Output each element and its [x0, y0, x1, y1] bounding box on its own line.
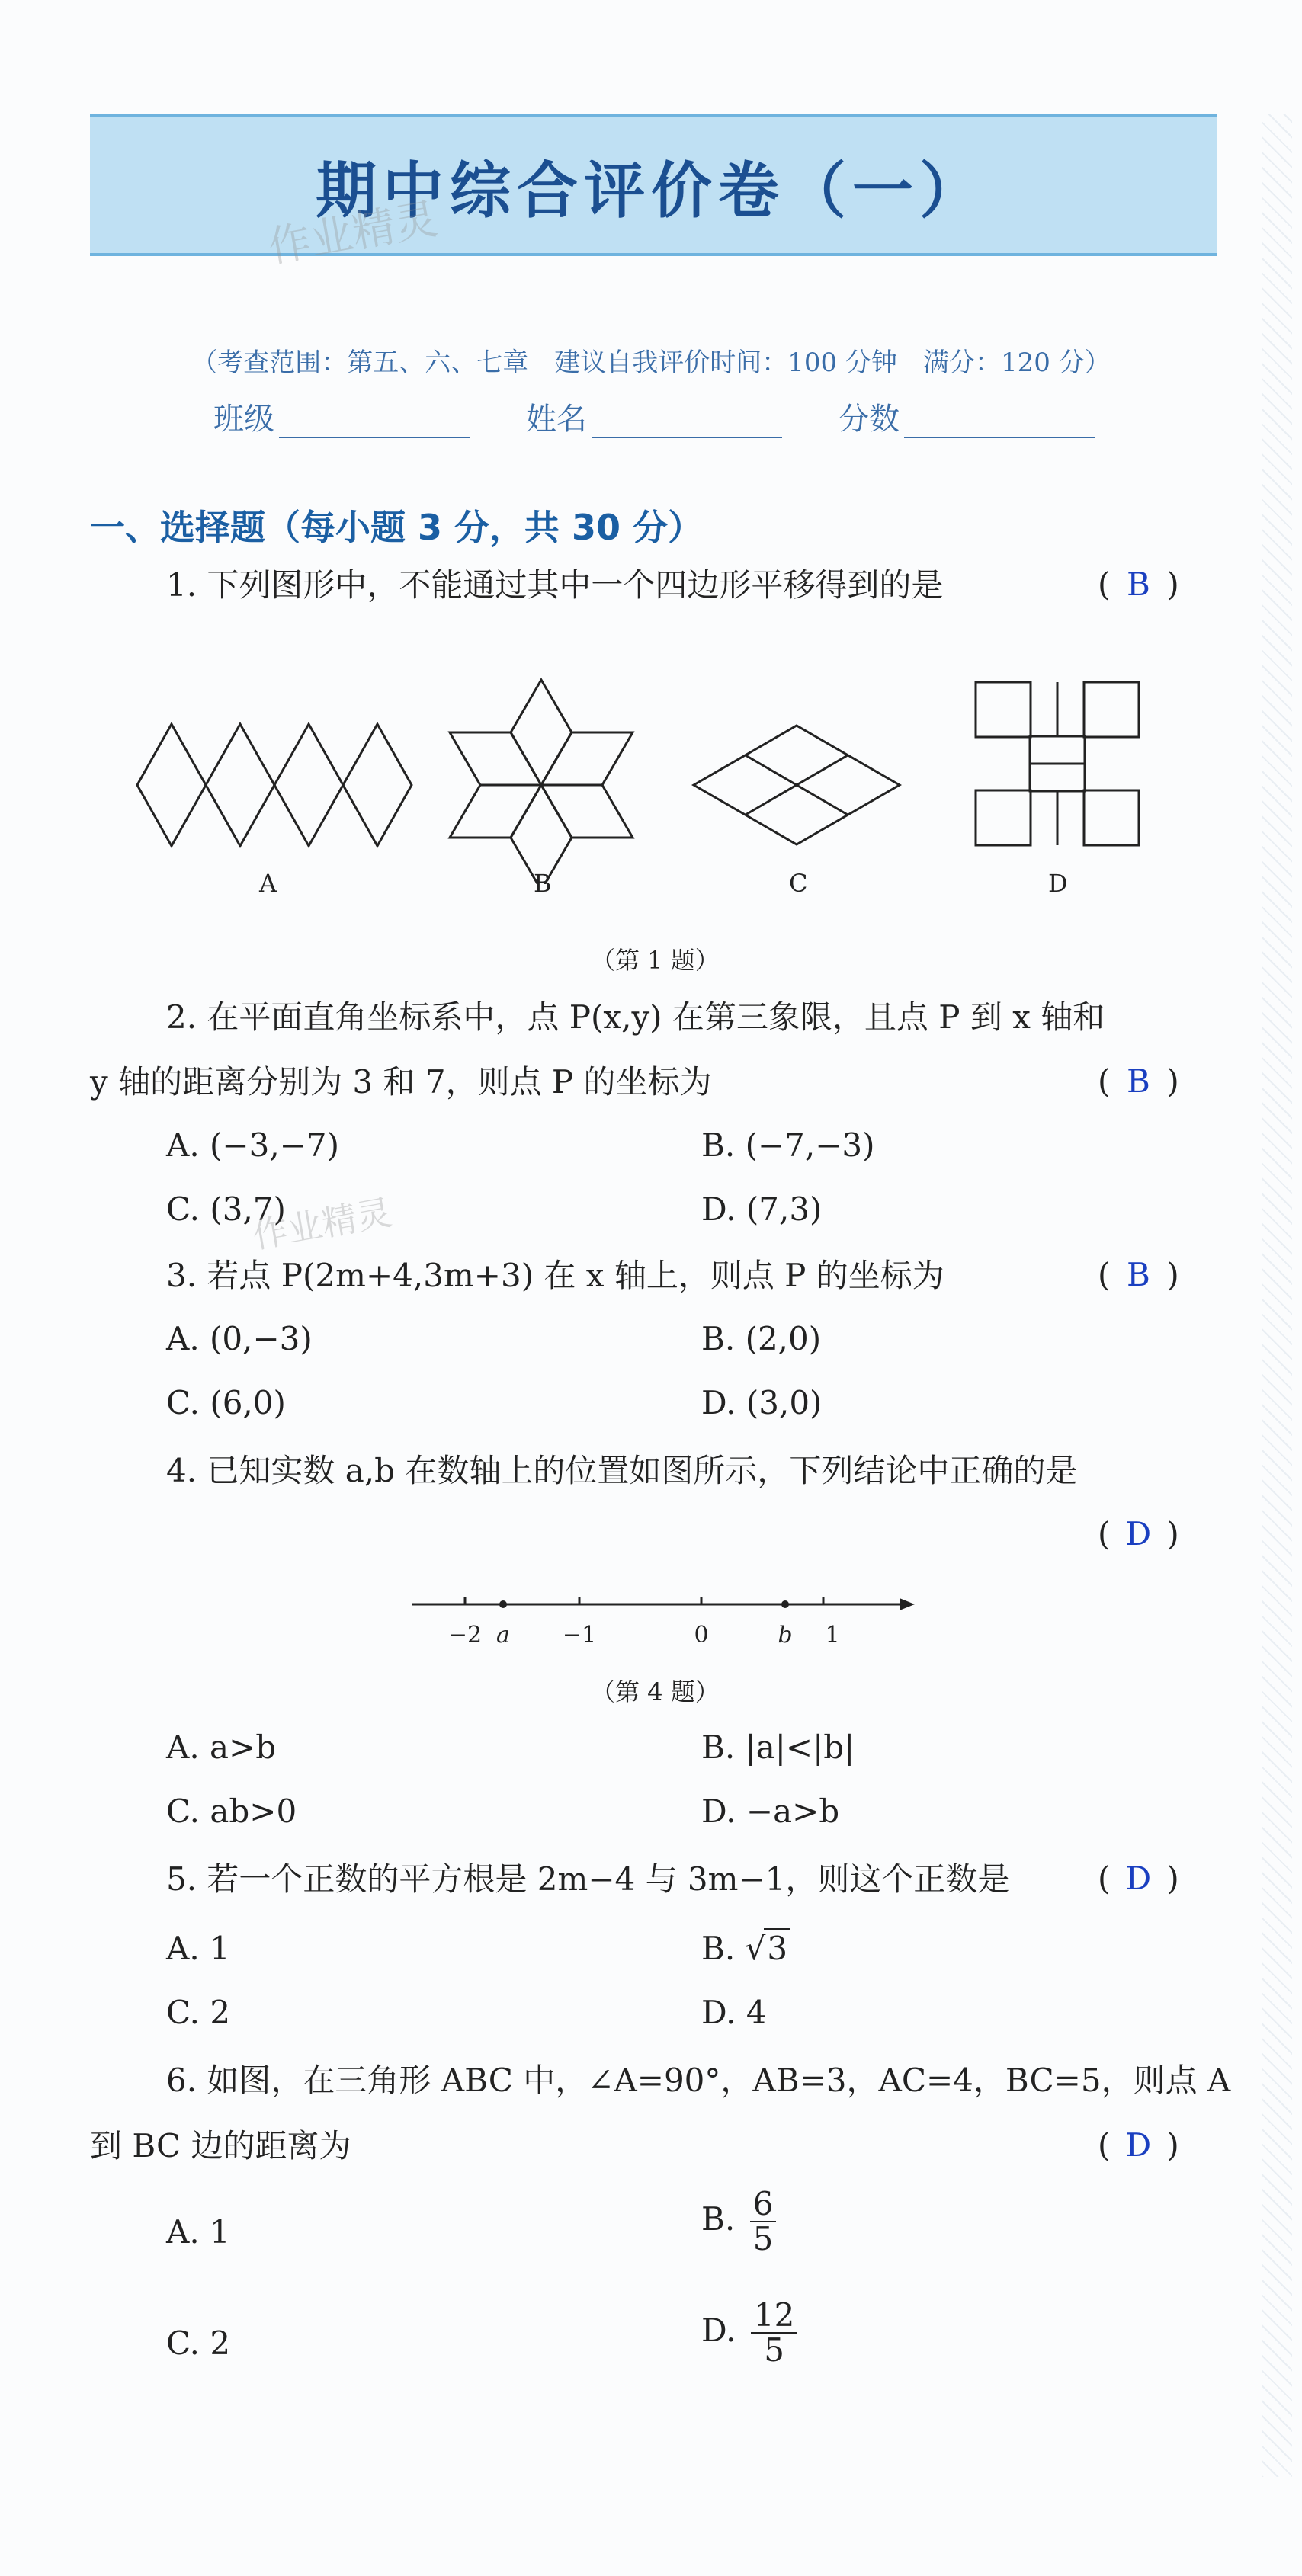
- figure-label-a: A: [259, 869, 277, 898]
- point-label-a: a: [496, 1622, 510, 1648]
- page-edge-texture: [1262, 114, 1292, 2477]
- figure-a-rhombi: [137, 724, 412, 846]
- q3-option-a: A. (0,−3): [166, 1320, 313, 1357]
- tick-label-minus1: −1: [562, 1622, 597, 1648]
- q6-option-d: D. $\frac{12}{5}$: [701, 2299, 797, 2367]
- q4-option-a: A. a>b: [166, 1729, 277, 1766]
- question-1-figures: [114, 633, 1182, 884]
- q6-option-c: C. 2: [166, 2324, 231, 2362]
- figure-b-star: [450, 680, 633, 884]
- q2-option-d: D. (7,3): [701, 1190, 823, 1228]
- tick-label-1: 1: [825, 1622, 840, 1648]
- page-title: 期中综合评价卷（一）: [316, 155, 986, 226]
- question-3-text: 3. 若点 P(2m+4,3m+3) 在 x 轴上，则点 P 的坐标为: [166, 1257, 944, 1294]
- class-label: 班级: [213, 402, 274, 437]
- number-line: [396, 1578, 930, 1661]
- q5-option-c: C. 2: [166, 1994, 231, 2031]
- q5-option-d: D. 4: [701, 1994, 767, 2031]
- score-blank[interactable]: [904, 411, 1095, 438]
- q2-option-c: C. (3,7): [166, 1190, 286, 1228]
- question-2-answer: ( B ): [1098, 1062, 1179, 1100]
- q5-option-a: A. 1: [166, 1930, 230, 1967]
- q3-option-d: D. (3,0): [701, 1384, 823, 1421]
- question-3-answer: ( B ): [1098, 1256, 1179, 1293]
- watermark-2: 作业精灵: [249, 1191, 395, 1257]
- q4-option-d: D. −a>b: [701, 1793, 840, 1830]
- score-field[interactable]: [839, 395, 1095, 438]
- question-2-text-line1: 2. 在平面直角坐标系中，点 P(x,y) 在第三象限，且点 P 到 x 轴和: [166, 998, 1105, 1036]
- score-label: 分数: [839, 402, 900, 437]
- name-blank[interactable]: [592, 411, 782, 438]
- point-a: [499, 1600, 507, 1608]
- figure-4-caption: （第 4 题）: [591, 1677, 720, 1706]
- question-4-text: 4. 已知实数 a,b 在数轴上的位置如图所示，下列结论中正确的是: [166, 1452, 1078, 1489]
- name-field[interactable]: [526, 395, 782, 438]
- figure-label-c: C: [789, 869, 808, 898]
- class-field[interactable]: [213, 395, 470, 438]
- question-6-answer: ( D ): [1098, 2126, 1179, 2164]
- q4-option-c: C. ab>0: [166, 1793, 297, 1830]
- sqrt-radicand: 3: [764, 1928, 790, 1967]
- exam-scope: （考查范围：第五、六、七章 建议自我评价时间：100 分钟 满分：120 分）: [191, 348, 1111, 378]
- class-blank[interactable]: [279, 411, 470, 438]
- tick-label-minus2: −2: [447, 1622, 483, 1648]
- q2-option-a: A. (−3,−7): [166, 1126, 339, 1164]
- axis-arrow: [900, 1598, 915, 1610]
- q4-option-b: B. |a|<|b|: [701, 1729, 855, 1766]
- fraction-6-5: $\frac{6}{5}$: [750, 2187, 777, 2256]
- question-5-answer: ( D ): [1098, 1860, 1179, 1897]
- question-2-text-line2: y 轴的距离分别为 3 和 7，则点 P 的坐标为: [90, 1063, 712, 1101]
- section-title: 一、选择题（每小题 3 分，共 30 分）: [90, 507, 704, 548]
- q6-option-a: A. 1: [166, 2213, 230, 2251]
- question-5-text: 5. 若一个正数的平方根是 2m−4 与 3m−1，则这个正数是: [166, 1860, 1010, 1898]
- name-label: 姓名: [526, 402, 587, 437]
- watermark: 作业精灵: [264, 194, 441, 273]
- figure-label-b: B: [534, 869, 552, 898]
- point-b: [781, 1600, 789, 1608]
- question-4-answer: ( D ): [1098, 1515, 1179, 1552]
- figure-label-d: D: [1048, 869, 1068, 898]
- q6-option-b: B. $\frac{6}{5}$: [701, 2187, 776, 2256]
- q5-option-b: B. √3: [701, 1930, 790, 1967]
- question-6-text-line2: 到 BC 边的距离为: [90, 2127, 351, 2164]
- tick-label-0: 0: [694, 1622, 709, 1648]
- figure-c-rhombus: [694, 726, 900, 844]
- figure-1-caption: （第 1 题）: [591, 946, 720, 975]
- q3-option-b: B. (2,0): [701, 1320, 822, 1357]
- fraction-12-5: $\frac{12}{5}$: [751, 2299, 797, 2367]
- point-label-b: b: [778, 1622, 793, 1648]
- question-6-text-line1: 6. 如图，在三角形 ABC 中，∠A=90°，AB=3，AC=4，BC=5，则点 A: [166, 2062, 1231, 2099]
- question-1-answer: ( B ): [1098, 566, 1179, 603]
- figure-d-squares: [976, 682, 1139, 845]
- q3-option-c: C. (6,0): [166, 1384, 286, 1421]
- question-1-text: 1. 下列图形中，不能通过其中一个四边形平移得到的是: [166, 566, 944, 604]
- q2-option-b: B. (−7,−3): [701, 1126, 875, 1164]
